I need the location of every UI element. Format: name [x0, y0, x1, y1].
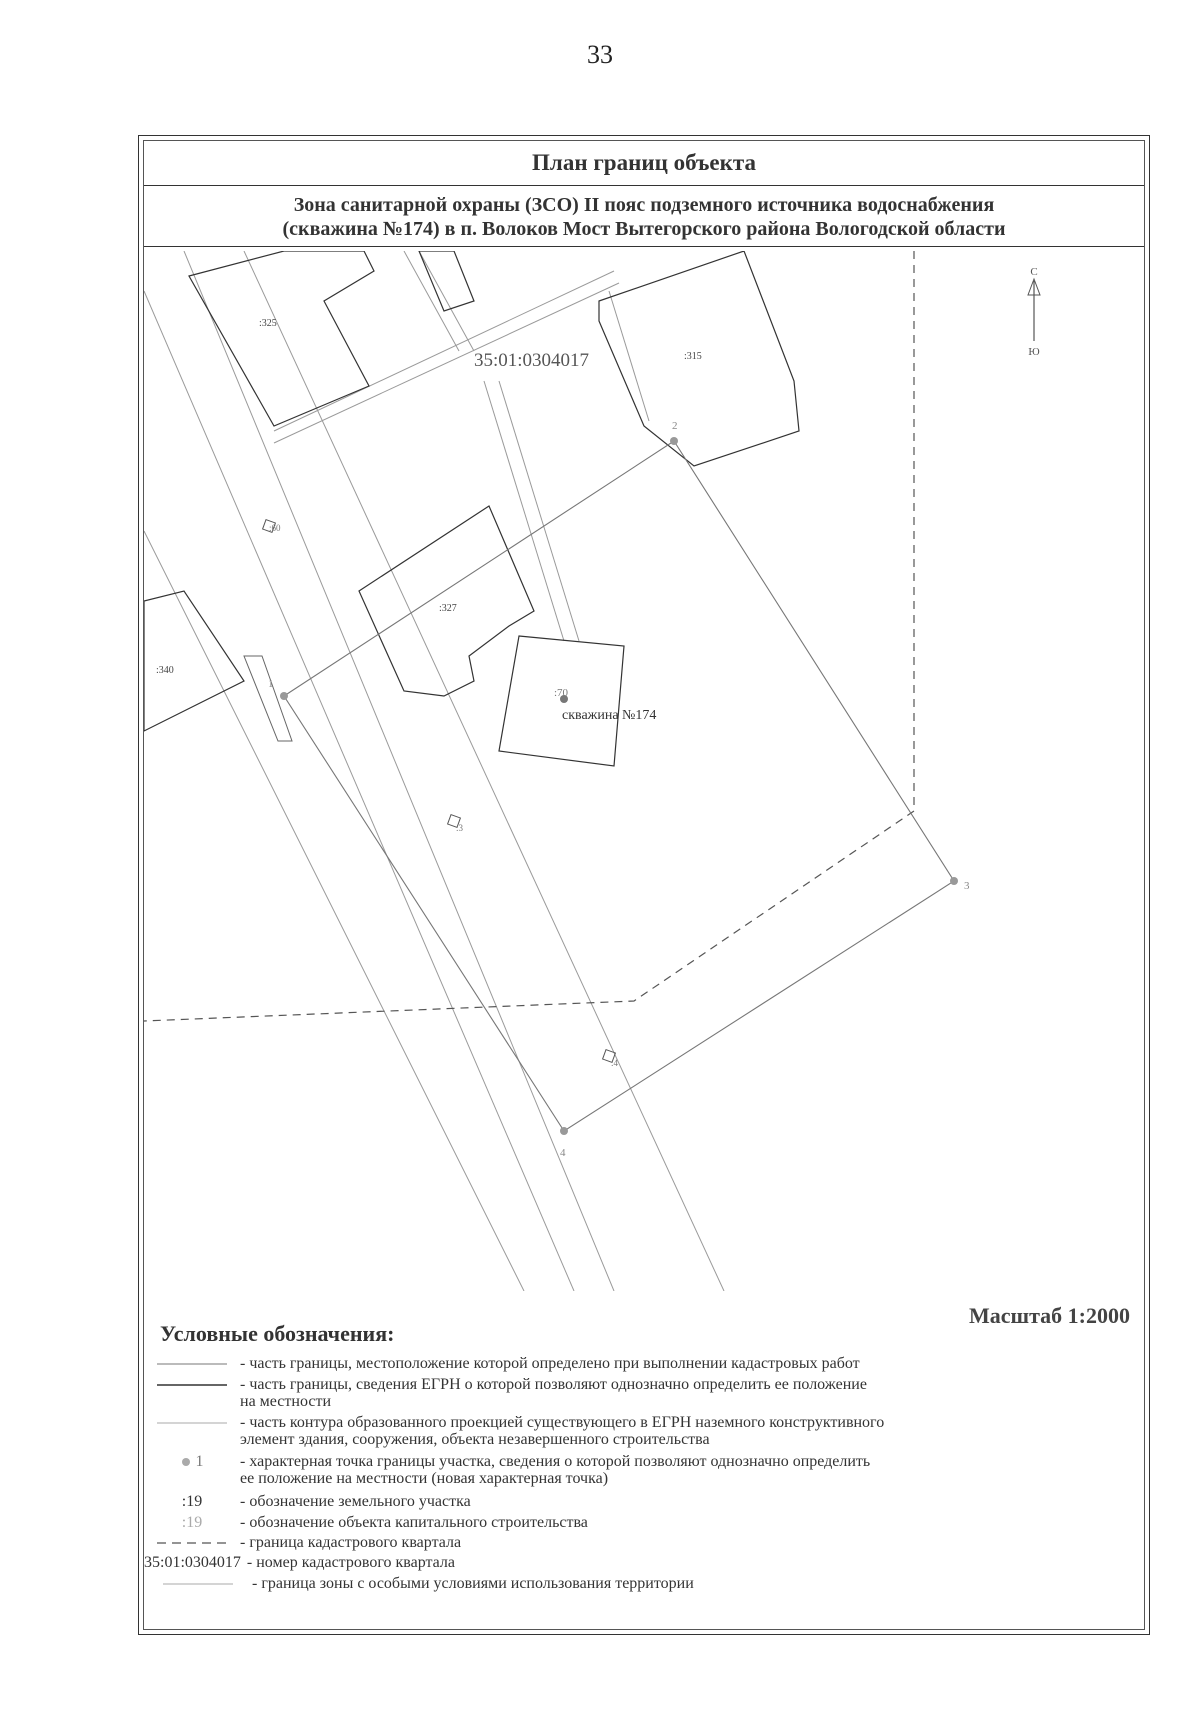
road-line [244, 251, 724, 1291]
legend-title: Условные обозначения: [160, 1321, 395, 1346]
subtitle-line-2: (скважина №174) в п. Волоков Мост Вытегорского района Вологодской области [282, 218, 1006, 240]
subtitle-line-1: Зона санитарной охраны (ЗСО) II пояс подземного источника водоснабжения [293, 194, 995, 216]
quarter-number-label: 35:01:0304017 [474, 350, 590, 371]
parcels [144, 251, 799, 766]
legend-text: - обозначение земельного участка [240, 1493, 471, 1510]
plan-subtitle [144, 189, 1144, 247]
small-label-4: :4 [611, 1058, 619, 1068]
point-2-label: 2 [672, 420, 678, 432]
parcel-325 [189, 251, 374, 426]
north-label: С [1030, 266, 1038, 278]
parcel-340 [144, 591, 244, 731]
point-3-label: 3 [964, 880, 970, 892]
parcel-label-340: :340 [156, 665, 174, 676]
road-line [144, 291, 574, 1291]
road-lines [144, 251, 724, 1291]
parcel-label-315: :315 [684, 351, 702, 362]
legend-item [144, 1355, 860, 1372]
cadastral-map [144, 251, 1148, 1291]
small-label-3: :3 [456, 823, 464, 833]
legend-symbol-building-label: :19 [181, 1514, 203, 1531]
legend-symbol-parcel-label: :19 [181, 1493, 203, 1510]
legend-item [144, 1534, 461, 1551]
building-label-70: :70 [554, 687, 569, 699]
map-svg [144, 251, 1148, 1291]
legend-item [144, 1554, 455, 1571]
legend-symbol-bold-line [144, 1376, 240, 1393]
characteristic-points [280, 437, 958, 1135]
point-1-label: 1 [268, 678, 274, 690]
legend-text: - обозначение объекта капитального строительства [240, 1514, 588, 1531]
parcel-327 [359, 506, 534, 696]
sanitary-zone-boundary [284, 441, 954, 1131]
legend-text: - часть контура образованного проекцией существующего в ЕГРН наземного конструктивного элемент здания, сооружения, объекта незавершенного строительства [240, 1414, 885, 1448]
legend-text: - граница кадастрового квартала [240, 1534, 462, 1551]
north-arrow-icon [1028, 279, 1040, 341]
legend-symbol-point: 1 [144, 1453, 240, 1470]
plan-title: План границ объекта [144, 141, 1144, 186]
legend-item [144, 1514, 588, 1531]
small-label-60: :60 [269, 523, 281, 533]
legend-symbol-thin-line [144, 1355, 240, 1372]
legend-symbol-dash-line [144, 1534, 240, 1551]
page-number: 33 [587, 40, 613, 69]
point-2-marker [670, 437, 678, 445]
legend-item [144, 1376, 867, 1410]
road-line [419, 251, 474, 351]
road-line [144, 531, 524, 1291]
road-line [404, 251, 459, 351]
point-1-marker [280, 692, 288, 700]
legend-symbol-gray-line [144, 1414, 240, 1431]
point-4-label: 4 [560, 1147, 566, 1159]
legend-text: - часть границы, сведения ЕГРН о которой позволяют однозначно определить ее положение на местности [240, 1376, 867, 1410]
parcel-label-327: :327 [439, 603, 457, 614]
well-label: скважина №174 [562, 708, 657, 723]
legend-text: - часть границы, местоположение которой определено при выполнении кадастровых работ [240, 1355, 860, 1372]
plan-inner-frame [143, 140, 1145, 1630]
plan-frame [138, 135, 1150, 1635]
point-4-marker [560, 1127, 568, 1135]
legend-item [144, 1493, 471, 1510]
legend-symbol-zone-line [144, 1575, 252, 1592]
parcel-label-325: :325 [259, 318, 277, 329]
building-marks [263, 520, 616, 1063]
legend-symbol-quarter: 35:01:0304017 [144, 1554, 241, 1571]
road-line [484, 381, 564, 641]
map-scale: Масштаб 1:2000 [968, 1303, 1130, 1328]
road-line [184, 251, 614, 1291]
legend-text: - характерная точка границы участка, сведения о которой позволяют однозначно определить ее положение на местности (новая характерная точка) [240, 1453, 871, 1487]
point-3-marker [950, 877, 958, 885]
road-line [609, 291, 649, 421]
legend-item [144, 1575, 694, 1592]
legend-text: - граница зоны с особыми условиями использования территории [252, 1575, 694, 1592]
south-label: Ю [1028, 346, 1040, 358]
legend-item [144, 1414, 884, 1448]
legend-text: 35:01:0304017 - номер кадастрового квартала [144, 1554, 455, 1571]
legend-item [144, 1453, 870, 1487]
